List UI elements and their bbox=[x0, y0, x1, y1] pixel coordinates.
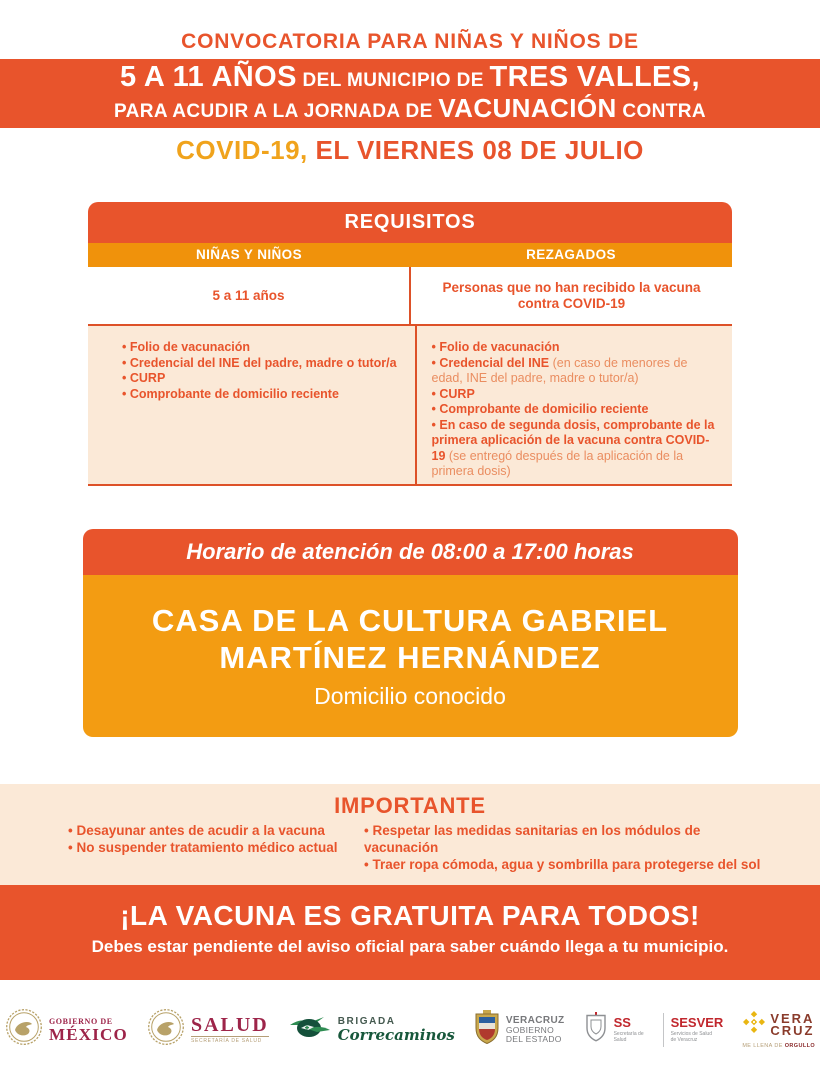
del-estado-label: DEL ESTADO bbox=[505, 1034, 562, 1044]
salud-label: SALUD bbox=[190, 1013, 269, 1036]
logo-ss-sesver bbox=[584, 1011, 724, 1048]
veracruz-coat-of-arms-icon bbox=[474, 1009, 500, 1050]
requirement-bold: Folio de vacunación bbox=[439, 340, 560, 354]
group-cell-ninos bbox=[88, 267, 411, 324]
column-header-ninos: NIÑAS Y NIÑOS bbox=[196, 247, 302, 262]
importante-columns bbox=[0, 822, 820, 873]
requisitos-title: REQUISITOS bbox=[88, 202, 732, 243]
ss-sublabel: Secretaría de Salud bbox=[613, 1031, 644, 1043]
header-band bbox=[0, 59, 820, 128]
requirements-list-rezagados bbox=[417, 326, 733, 484]
salud-eagle-seal-icon bbox=[147, 1008, 185, 1051]
cruz-label: CRUZ bbox=[770, 1022, 815, 1038]
gobierno-de-label: GOBIERNO DE bbox=[48, 1016, 113, 1026]
opening-hours: Horario de atención de 08:00 a 17:00 horas bbox=[83, 529, 738, 575]
poster-intro-line: CONVOCATORIA PARA NIÑAS Y NIÑOS DE bbox=[181, 30, 639, 53]
requirement-item: • Folio de vacunación bbox=[122, 340, 407, 356]
requirement-item: • Comprobante de domicilio reciente bbox=[122, 387, 407, 403]
requirements-row bbox=[88, 326, 732, 486]
requirement-item bbox=[432, 387, 717, 403]
jornada-text: PARA ACUDIR A LA JORNADA DE bbox=[113, 101, 439, 122]
header-band-line1 bbox=[0, 62, 820, 96]
importante-title: IMPORTANTE bbox=[334, 792, 486, 818]
roadrunner-bird-icon bbox=[288, 1012, 332, 1047]
tagline-bold: ORGULLO bbox=[784, 1043, 816, 1049]
importante-section bbox=[0, 784, 820, 885]
veracruz-label: VERACRUZ bbox=[505, 1014, 565, 1026]
requirement-bold: En caso de segunda dosis, comprobante de la primera aplicación de la vacuna contra COVID-19 bbox=[431, 417, 715, 463]
covid-label: COVID-19, bbox=[176, 135, 308, 165]
mexico-eagle-seal-icon bbox=[5, 1008, 43, 1051]
advice-item: • Traer ropa cómoda, agua y sombrilla para protegerse del sol bbox=[364, 856, 770, 873]
requirement-note: (en caso de menores de edad, INE del padre, madre o tutor/a) bbox=[431, 355, 688, 385]
vaccination-poster bbox=[0, 30, 820, 1054]
requirement-item bbox=[432, 418, 717, 480]
date-line bbox=[0, 137, 820, 164]
requirement-note: (se entregó después de la aplicación de la primera dosis) bbox=[431, 448, 684, 478]
municipality-name: TRES VALLES, bbox=[489, 61, 701, 93]
importante-list-left bbox=[50, 822, 350, 873]
requirement-item: • Credencial del INE del padre, madre o tutor/a bbox=[122, 356, 407, 372]
requirement-bold: Comprobante de domicilio reciente bbox=[439, 402, 649, 416]
venue-main bbox=[83, 575, 738, 737]
requirement-item bbox=[432, 340, 717, 356]
ss-label: SS bbox=[613, 1015, 631, 1030]
logo-salud bbox=[147, 1008, 269, 1051]
secretaria-de-salud-label: SECRETARÍA DE SALUD bbox=[191, 1036, 269, 1044]
advice-item: • Respetar las medidas sanitarias en los módulos de vacunación bbox=[364, 822, 770, 856]
requirement-bold: Credencial del INE bbox=[439, 355, 550, 370]
gobierno-label: GOBIERNO bbox=[505, 1024, 555, 1035]
logo-divider bbox=[663, 1013, 664, 1047]
sesver-label: SESVER bbox=[670, 1015, 724, 1030]
brigada-label: BRIGADA bbox=[337, 1016, 396, 1027]
logo-brigada-correcaminos bbox=[288, 1012, 455, 1047]
venue-name bbox=[93, 602, 728, 676]
age-range-text: 5 A 11 AÑOS bbox=[119, 61, 297, 93]
requisitos-table bbox=[88, 202, 732, 486]
vacunacion-text: VACUNACIÓN bbox=[438, 93, 617, 123]
advice-item: • No suspender tratamiento médico actual bbox=[68, 839, 350, 856]
header-band-line2 bbox=[0, 93, 820, 124]
banner-title: ¡LA VACUNA ES GRATUITA PARA TODOS! bbox=[120, 899, 700, 931]
contra-text: CONTRA bbox=[616, 101, 706, 122]
tagline-pre: ME LLENA DE bbox=[742, 1043, 785, 1049]
mexico-label: MÉXICO bbox=[48, 1024, 128, 1044]
free-vaccine-banner bbox=[0, 885, 820, 980]
correcaminos-label: Correcaminos bbox=[337, 1026, 455, 1044]
sesver-sublabel: Servicios de Salud de Veracruz bbox=[670, 1031, 712, 1043]
event-date: EL VIERNES 08 DE JULIO bbox=[307, 135, 644, 165]
advice-item: • Desayunar antes de acudir a la vacuna bbox=[68, 822, 350, 839]
importante-list-right bbox=[350, 822, 770, 873]
venue-address: Domicilio conocido bbox=[314, 682, 506, 709]
banner-subtitle: Debes estar pendiente del aviso oficial para saber cuándo llega a tu municipio. bbox=[91, 936, 729, 956]
group-rezagados-text: Personas que no han recibido la vacuna contra COVID-19 bbox=[442, 279, 701, 311]
group-ninos-text: 5 a 11 años bbox=[212, 287, 285, 303]
group-row bbox=[88, 267, 732, 326]
venue-name-line1: CASA DE LA CULTURA GABRIEL bbox=[151, 602, 669, 638]
logo-veracruz-gobierno bbox=[474, 1009, 565, 1050]
requisitos-column-headers bbox=[88, 243, 732, 267]
requirement-bold: CURP bbox=[439, 386, 475, 401]
ss-shield-icon bbox=[584, 1011, 608, 1048]
municipio-text: DEL MUNICIPIO DE bbox=[296, 70, 490, 91]
venue-block bbox=[83, 529, 738, 737]
footer-logos bbox=[0, 994, 820, 1066]
orgullo-tagline bbox=[742, 1043, 815, 1049]
veracruz-pattern-icon bbox=[742, 1010, 766, 1039]
column-header-rezagados: REZAGADOS bbox=[526, 247, 616, 262]
logo-gobierno-de-mexico bbox=[5, 1008, 128, 1051]
requirement-item: • CURP bbox=[122, 371, 407, 387]
vera-label: VERA bbox=[770, 1010, 815, 1026]
venue-name-line2: MARTÍNEZ HERNÁNDEZ bbox=[219, 639, 601, 675]
requirements-list-ninos bbox=[88, 326, 417, 484]
logo-veracruz-orgullo bbox=[742, 1010, 815, 1049]
requirement-item bbox=[432, 356, 717, 387]
requirement-item bbox=[432, 402, 717, 418]
group-cell-rezagados bbox=[411, 267, 732, 324]
